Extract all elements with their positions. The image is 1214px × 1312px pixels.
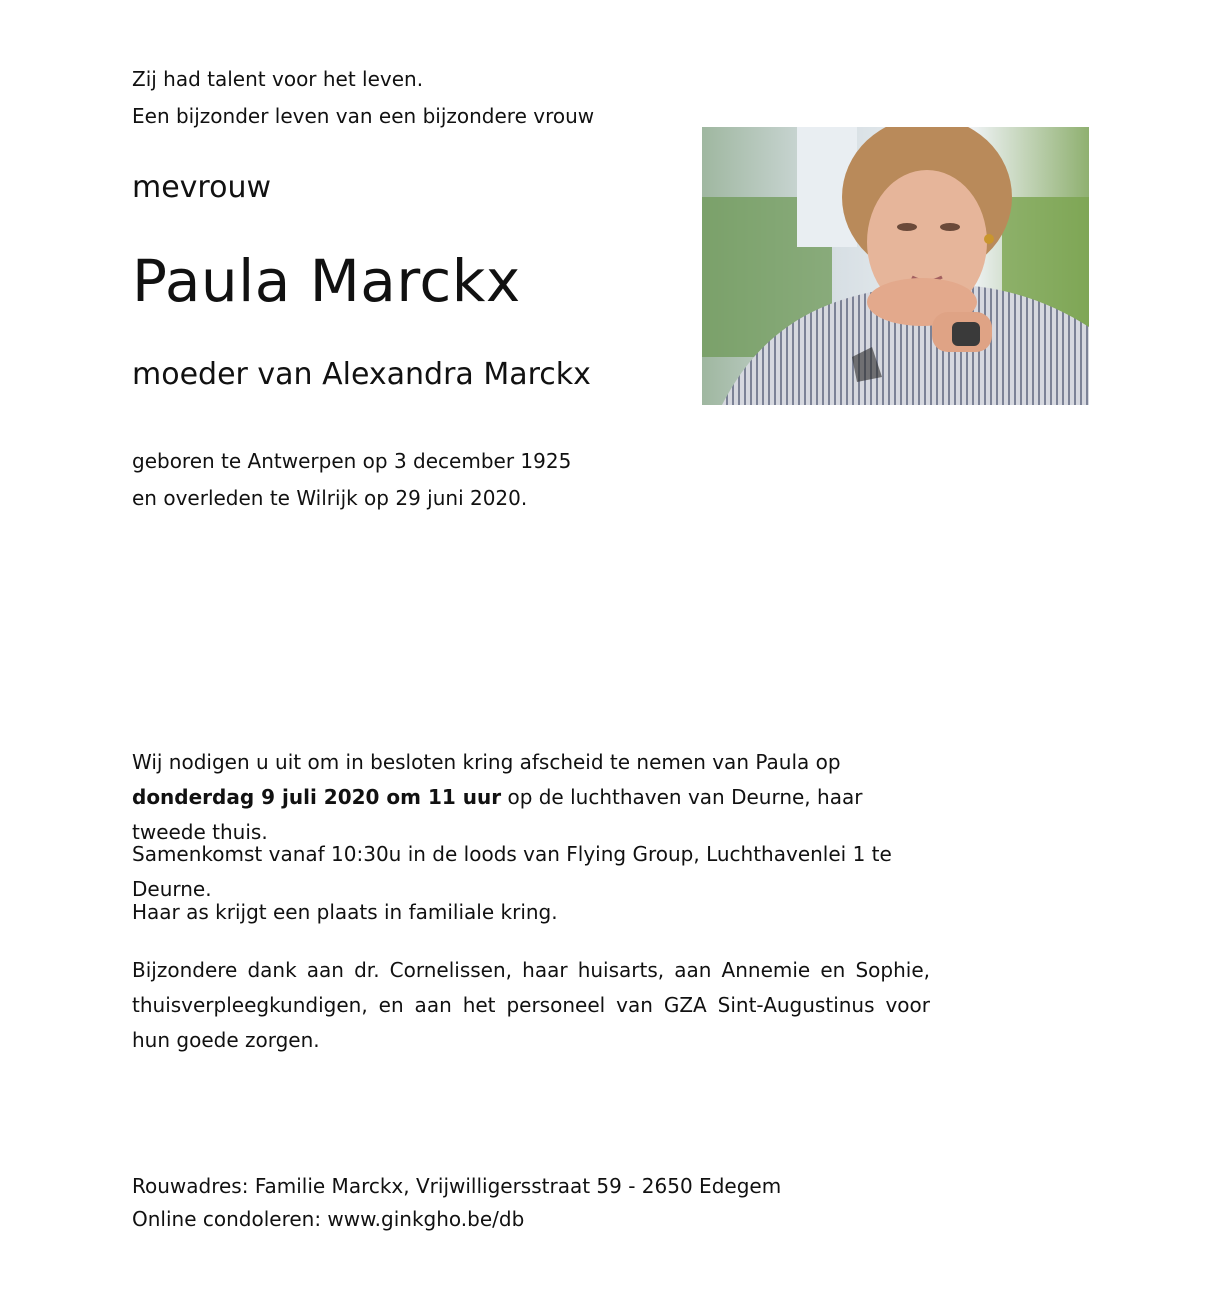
mourning-address: Rouwadres: Familie Marckx, Vrijwilligersstraat 59 - 2650 Edegem <box>132 1174 782 1198</box>
ashes-paragraph: Haar as krijgt een plaats in familiale kring. <box>132 900 558 924</box>
deceased-name: Paula Marckx <box>132 247 521 315</box>
intro-line-2: Een bijzonder leven van een bijzondere vrouw <box>132 104 595 128</box>
meeting-paragraph: Samenkomst vanaf 10:30u in de loods van Flying Group, Luchthavenlei 1 te Deurne. <box>132 842 892 901</box>
intro-line-1: Zij had talent voor het leven. <box>132 67 424 91</box>
portrait-photo <box>702 127 1089 405</box>
thanks-paragraph: Bijzondere dank aan dr. Cornelissen, haar huisarts, aan Annemie en Sophie, thuisverpleegkundigen, en aan het personeel van GZA Sint-Augustinus voor hun goede zorgen. <box>132 958 930 1052</box>
invitation-text-2: op de luchthaven van Deurne, haar tweede thuis. <box>132 785 863 844</box>
relation-line: moeder van Alexandra Marckx <box>132 357 591 392</box>
birth-line: geboren te Antwerpen op 3 december 1925 <box>132 449 572 473</box>
death-line: en overleden te Wilrijk op 29 juni 2020. <box>132 486 528 510</box>
invitation-text-1: Wij nodigen u uit om in besloten kring afscheid te nemen van Paula op <box>132 750 841 774</box>
online-condolences: Online condoleren: www.ginkgho.be/db <box>132 1207 525 1231</box>
ceremony-datetime: donderdag 9 juli 2020 om 11 uur <box>132 785 502 809</box>
invitation-paragraph <box>132 745 930 850</box>
honorific: mevrouw <box>132 170 272 205</box>
